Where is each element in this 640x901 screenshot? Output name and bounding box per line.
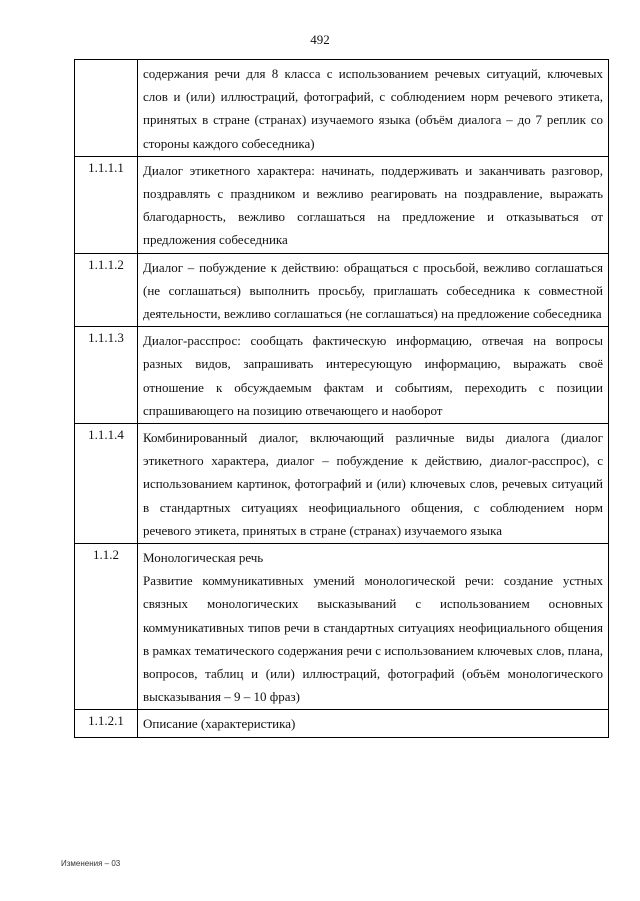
page-number: 492	[310, 32, 330, 47]
table-row	[75, 156, 609, 253]
table-row	[75, 253, 609, 327]
row-number: 1.1.1.3	[75, 327, 138, 424]
row-text: Описание (характеристика)	[143, 716, 296, 732]
row-number: 1.1.1.2	[75, 253, 138, 327]
row-number: 1.1.2	[75, 544, 138, 710]
table-row	[75, 710, 609, 737]
row-number: 1.1.2.1	[75, 710, 138, 737]
curriculum-table	[74, 59, 609, 738]
footer-note: Изменения – 03	[61, 859, 121, 868]
row-text: Комбинированный диалог, включающий различные виды диалога (диалог этикетного характера, диалог – побуждение к действию, диалог-расспрос), с использованием картинок, фотографий и (или) ключевых слов, речевых ситуаций в стандартных ситуациях неофициального общения, с соблюдением норм речевого этикета, принятых в стране (странах) изучаемого языка	[143, 430, 603, 538]
table-row	[75, 424, 609, 544]
table-row	[75, 544, 609, 710]
row-text: Диалог – побуждение к действию: обращаться с просьбой, вежливо соглашаться (не соглашаться) выполнить просьбу, приглашать собеседника к совместной деятельности, вежливо соглашаться (не соглашаться) на предложение собеседника	[143, 259, 603, 322]
row-text: Диалог-расспрос: сообщать фактическую информацию, отвечая на вопросы разных видов, запрашивать интересующую информацию, выражать своё отношение к обсуждаемым фактам и событиям, переходить с позиции спрашивающего на позицию отвечающего и наоборот	[143, 333, 603, 418]
row-number: 1.1.1.1	[75, 156, 138, 253]
row-text: Диалог этикетного характера: начинать, поддерживать и заканчивать разговор, поздравлять с праздником и вежливо реагировать на поздравление, выражать благодарность, вежливо соглашаться на предложение и отказываться от предложения собеседника	[143, 162, 603, 248]
table-row	[75, 327, 609, 424]
table-row	[75, 60, 609, 157]
row-text: содержания речи для 8 класса с использованием речевых ситуаций, ключевых слов и (или) иллюстраций, фотографий, с соблюдением норм речевого этикета, принятых в стране (странах) изучаемого языка (объём диалога – до 7 реплик со стороны каждого собеседника)	[143, 66, 603, 151]
row-number	[75, 60, 138, 157]
row-number: 1.1.1.4	[75, 424, 138, 544]
row-text: Развитие коммуникативных умений монологической речи: создание устных связных монологических высказываний с использованием основных коммуникативных типов речи в стандартных ситуациях неофициального общения в рамках тематического содержания речи с использованием ключевых слов, плана, вопросов, таблиц и (или) иллюстраций, фотографий (объём монологического высказывания – 9 – 10 фраз)	[143, 573, 603, 705]
section-heading: Монологическая речь	[143, 550, 264, 566]
